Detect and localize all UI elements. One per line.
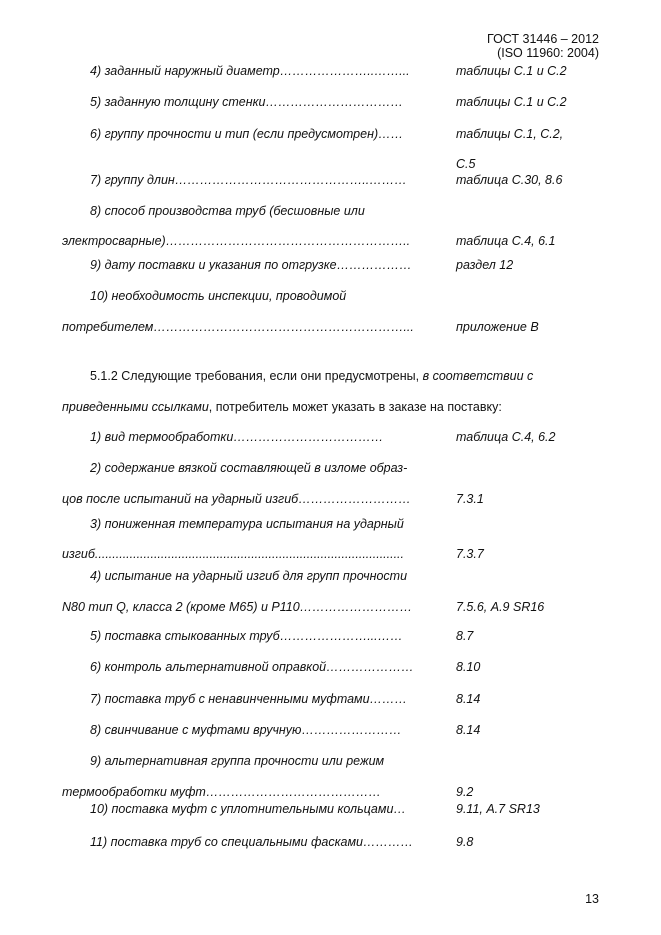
list-item-ref: 7.3.1 <box>456 492 484 506</box>
list-item: 9) дату поставки и указания по отгрузке……………… <box>90 258 412 272</box>
list-item-ref: 9.11, А.7 SR13 <box>456 802 540 816</box>
list-item: 9) альтернативная группа прочности или режим <box>90 754 385 768</box>
list-item: 5) поставка стыкованных труб…………………...…… <box>90 629 403 643</box>
list-item-ref: таблица С.4, 6.2 <box>456 430 556 444</box>
list-item-ref: 8.14 <box>456 723 481 737</box>
list-item: 4) заданный наружный диаметр…………………..……... <box>90 64 410 78</box>
list-item: 10) поставка муфт с уплотнительными кольцами… <box>90 802 406 816</box>
list-item-ref: таблица С.30, 8.6 <box>456 173 563 187</box>
document-header <box>487 32 599 60</box>
list-item-ref: 7.3.7 <box>456 547 484 561</box>
list-item-ref: 8.14 <box>456 692 481 706</box>
list-item-ref: 7.5.6, А.9 SR16 <box>456 600 545 614</box>
list-item: 4) испытание на ударный изгиб для групп прочности <box>90 569 408 583</box>
list-item-ref: 9.8 <box>456 835 474 849</box>
list-item-cont: потребителем……………………………………………………... <box>62 320 414 334</box>
list-item-cont: термообработки муфт…………………………………… <box>62 785 381 799</box>
list-item-cont: цов после испытаний на ударный изгиб……………………… <box>62 492 411 506</box>
list-item-ref: таблицы С.1 и С.2 <box>456 64 567 78</box>
list-item-ref: таблицы С.1, С.2, <box>456 127 564 141</box>
list-item: 11) поставка труб со специальными фасками………… <box>90 835 413 849</box>
list-item-cont: электросварные)………………………………………………….. <box>62 234 411 248</box>
list-item-cont: изгиб......................................................................................... <box>62 547 404 561</box>
list-item-ref-cont: С.5 <box>456 157 476 171</box>
paragraph-text-italic: в соответствии с <box>422 369 534 383</box>
list-item: 5) заданную толщину стенки…………………………… <box>90 95 403 109</box>
list-item: 6) контроль альтернативной оправкой………………… <box>90 660 414 674</box>
list-item-cont: N80 тип Q, класса 2 (кроме М65) и Р110……………………… <box>62 600 413 614</box>
list-item-ref: приложение В <box>456 320 539 334</box>
list-item-ref: 8.7 <box>456 629 474 643</box>
paragraph-line <box>62 400 502 414</box>
list-item: 8) способ производства труб (бесшовные или <box>90 204 365 218</box>
list-item-ref: таблицы С.1 и С.2 <box>456 95 567 109</box>
standard-number: ГОСТ 31446 – 2012 <box>487 32 599 46</box>
iso-reference: (ISO 11960: 2004) <box>497 46 599 60</box>
list-item: 3) пониженная температура испытания на ударный <box>90 517 404 531</box>
paragraph-text: , потребитель может указать в заказе на поставку: <box>208 400 502 414</box>
list-item: 10) необходимость инспекции, проводимой <box>90 289 347 303</box>
paragraph-line <box>90 369 533 383</box>
list-item: 7) группу длин………………………………………..……… <box>90 173 407 187</box>
paragraph-text: 5.1.2 Следующие требования, если они предусмотрены, <box>90 369 420 383</box>
list-item-ref: таблица С.4, 6.1 <box>456 234 556 248</box>
list-item-ref: раздел 12 <box>456 258 514 272</box>
list-item-ref: 9.2 <box>456 785 474 799</box>
list-item: 8) свинчивание с муфтами вручную…………………… <box>90 723 402 737</box>
list-item: 6) группу прочности и тип (если предусмотрен)…… <box>90 127 404 141</box>
list-item: 1) вид термообработки……………………………… <box>90 430 384 444</box>
list-item: 7) поставка труб с ненавинченными муфтами……… <box>90 692 408 706</box>
list-item: 2) содержание вязкой составляющей в изломе образ- <box>90 461 408 475</box>
page-number: 13 <box>585 892 599 906</box>
paragraph-text-italic: приведенными ссылками <box>62 400 209 414</box>
list-item-ref: 8.10 <box>456 660 481 674</box>
